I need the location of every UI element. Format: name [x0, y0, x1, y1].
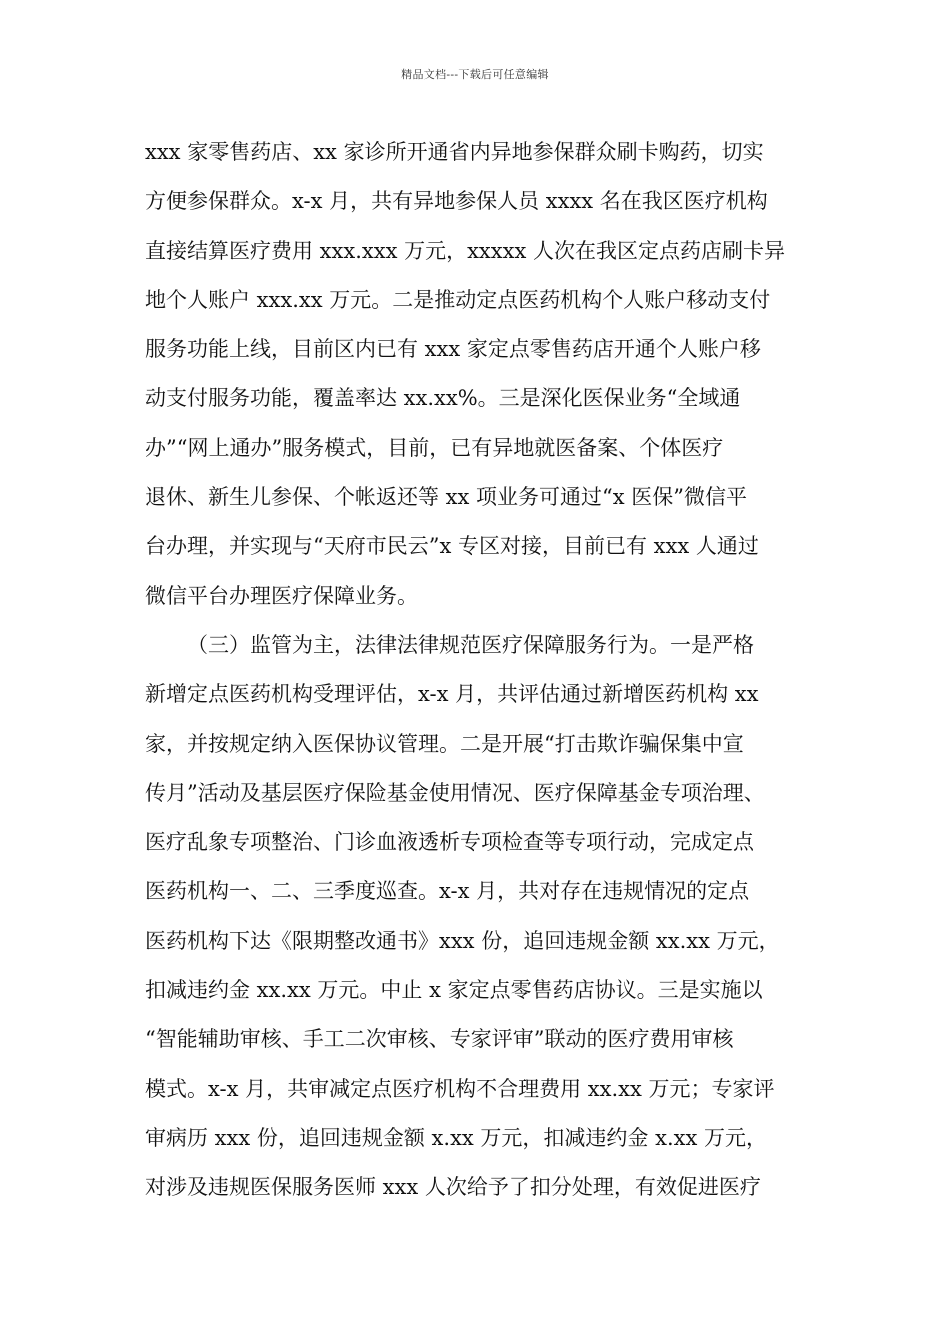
text-line: 微信平台办理医疗保障业务。	[145, 583, 418, 608]
paragraph-start-line: （三）监管为主，法律法律规范医疗保障服务行为。一是严格	[187, 632, 754, 657]
text-line: 服务功能上线，目前区内已有 xxx 家定点零售药店开通个人账户移	[145, 337, 761, 362]
text-line: 退休、新生儿参保、个帐返还等 xx 项业务可通过“x 医保”微信平	[145, 485, 748, 510]
text-line: 审病历 xxx 份，追回违规金额 x.xx 万元，扣减违约金 x.xx 万元，	[145, 1125, 767, 1150]
text-line: xxx 家零售药店、xx 家诊所开通省内异地参保群众刷卡购药，切实	[145, 140, 764, 164]
text-line: 动支付服务功能，覆盖率达 xx.xx%。三是深化医保业务“全域通	[145, 386, 741, 411]
text-line: 模式。x-x 月，共审减定点医疗机构不合理费用 xx.xx 万元；专家评	[145, 1076, 775, 1101]
text-line: 直接结算医疗费用 xxx.xxx 万元，xxxxx 人次在我区定点药店刷卡异	[145, 238, 785, 263]
text-line: 医疗乱象专项整治、门诊血液透析专项检查等专项行动，完成定点	[145, 830, 754, 855]
document-body	[145, 128, 833, 1213]
text-line: 地个人账户 xxx.xx 万元。二是推动定点医药机构个人账户移动支付	[145, 287, 771, 312]
text-line: 医药机构下达《限期整改通书》xxx 份，追回违规金额 xx.xx 万元，	[145, 928, 780, 953]
text-line: 医药机构一、二、三季度巡查。x-x 月，共对存在违规情况的定点	[145, 879, 750, 904]
text-line: 办”“网上通办”服务模式，目前，已有异地就医备案、个体医疗	[145, 435, 724, 460]
page-header: 精品文档---下载后可任意编辑	[401, 68, 549, 81]
text-line: 对涉及违规医保服务医师 xxx 人次给予了扣分处理，有效促进医疗	[145, 1175, 761, 1200]
text-line: 方便参保群众。x-x 月，共有异地参保人员 xxxx 名在我区医疗机构	[145, 189, 768, 214]
text-line: 传月”活动及基层医疗保险基金使用情况、医疗保障基金专项治理、	[145, 780, 765, 805]
text-line: 扣减违约金 xx.xx 万元。中止 x 家定点零售药店协议。三是实施以	[145, 978, 763, 1003]
text-line: “智能辅助审核、手工二次审核、专家评审”联动的医疗费用审核	[145, 1027, 734, 1052]
text-line: 家，并按规定纳入医保协议管理。二是开展“打击欺诈骗保集中宣	[145, 731, 744, 756]
text-line: 台办理，并实现与“天府市民云”x 专区对接，目前已有 xxx 人通过	[145, 534, 759, 559]
text-line: 新增定点医药机构受理评估，x-x 月，共评估通过新增医药机构 xx	[145, 682, 759, 707]
